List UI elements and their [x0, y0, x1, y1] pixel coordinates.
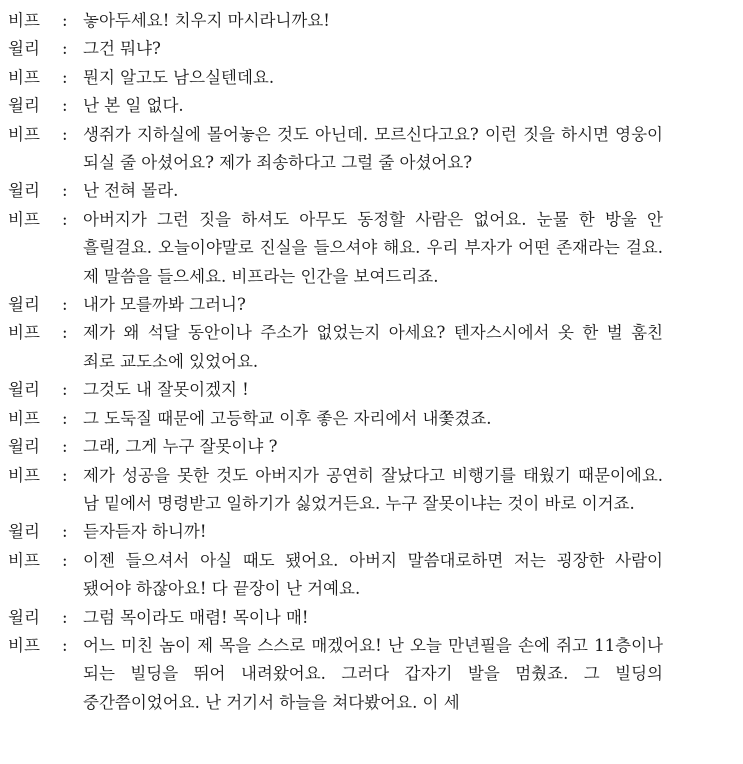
dialogue-line	[0, 7, 743, 35]
dialogue-line	[0, 604, 743, 632]
speaker-colon: :	[62, 39, 68, 59]
speaker-name: 윌리	[8, 437, 40, 457]
dialogue-text: 그래, 그게 누구 잘못이냐 ?	[83, 437, 278, 457]
dialogue-line	[0, 92, 743, 120]
speaker-name: 비프	[8, 124, 40, 144]
speaker-colon: :	[62, 635, 68, 655]
speaker-name: 윌리	[8, 181, 40, 201]
dialogue-text: 그럼 목이라도 매렴! 목이나 매!	[83, 607, 309, 627]
dialogue-line	[0, 319, 743, 376]
speaker-name: 윌리	[8, 607, 40, 627]
speaker-colon: :	[62, 295, 68, 315]
dialogue-text: 그것도 내 잘못이겠지 !	[83, 380, 249, 400]
speaker-colon: :	[62, 96, 68, 116]
speaker-colon: :	[62, 209, 68, 229]
speaker-colon: :	[62, 181, 68, 201]
dialogue-text: 뭔지 알고도 남으실텐데요.	[83, 67, 275, 87]
speaker-colon: :	[62, 437, 68, 457]
speaker-name: 비프	[8, 11, 40, 30]
speaker-colon: :	[62, 408, 68, 428]
speaker-name: 윌리	[8, 39, 40, 59]
speaker-colon: :	[62, 124, 68, 144]
speaker-name: 윌리	[8, 295, 40, 315]
dialogue-line	[0, 121, 743, 178]
dialogue-block	[0, 7, 743, 717]
speaker-name: 윌리	[8, 522, 40, 542]
speaker-name: 비프	[8, 635, 40, 655]
dialogue-text: 그 도둑질 때문에 고등학교 이후 좋은 자리에서 내쫓겼죠.	[83, 408, 492, 428]
dialogue-line	[0, 291, 743, 319]
dialogue-line	[0, 462, 743, 519]
dialogue-text: 내가 모를까봐 그러니?	[83, 295, 246, 315]
dialogue-text: 제가 성공을 못한 것도 아버지가 공연히 잘났다고 비행기를 태웠기 때문이에요. 남 밑에서 명령받고 일하기가 싫었거든요. 누구 잘못이냐는 것이 바로 이거죠.	[83, 465, 663, 513]
speaker-colon: :	[62, 11, 68, 30]
dialogue-text: 제가 왜 석달 동안이나 주소가 없었는지 아세요? 텐자스시에서 옷 한 벌 훔친 죄로 교도소에 있었어요.	[83, 323, 663, 371]
dialogue-line	[0, 547, 743, 604]
dialogue-text: 그건 뭐냐?	[83, 39, 161, 59]
dialogue-line	[0, 518, 743, 546]
speaker-name: 윌리	[8, 96, 40, 116]
dialogue-line	[0, 632, 743, 717]
speaker-colon: :	[62, 323, 68, 343]
dialogue-text: 난 전혀 몰라.	[83, 181, 179, 201]
dialogue-text: 난 본 일 없다.	[83, 96, 184, 116]
dialogue-text: 이젠 들으셔서 아실 때도 됐어요. 아버지 말씀대로하면 저는 굉장한 사람이 됐어야 하잖아요! 다 끝장이 난 거예요.	[83, 550, 663, 599]
dialogue-line	[0, 35, 743, 63]
speaker-name: 비프	[8, 408, 40, 428]
speaker-name: 윌리	[8, 380, 40, 400]
dialogue-line	[0, 64, 743, 92]
speaker-name: 비프	[8, 67, 40, 87]
speaker-colon: :	[62, 550, 68, 570]
dialogue-line	[0, 177, 743, 205]
speaker-name: 비프	[8, 550, 40, 570]
dialogue-line	[0, 206, 743, 291]
speaker-colon: :	[62, 607, 68, 627]
speaker-name: 비프	[8, 465, 40, 485]
dialogue-line	[0, 405, 743, 433]
dialogue-text: 놓아두세요! 치우지 마시라니까요!	[83, 11, 330, 30]
speaker-colon: :	[62, 465, 68, 485]
dialogue-text: 어느 미친 놈이 제 목을 스스로 매겠어요! 난 오늘 만년필을 손에 쥐고 11층이나 되는 빌딩을 뛰어 내려왔어요. 그러다 갑자기 발을 멈췄죠. 그 빌딩의 중간쯤이었어요. 난 거기서 하늘을 쳐다봤어요. 이 세	[83, 635, 663, 712]
speaker-colon: :	[62, 522, 68, 542]
speaker-name: 비프	[8, 209, 40, 229]
speaker-colon: :	[62, 67, 68, 87]
speaker-name: 비프	[8, 323, 40, 343]
dialogue-text: 듣자듣자 하니까!	[83, 522, 207, 542]
speaker-colon: :	[62, 380, 68, 400]
dialogue-line	[0, 376, 743, 404]
dialogue-text: 생쥐가 지하실에 몰어놓은 것도 아닌데. 모르신다고요? 이런 짓을 하시면 영웅이 되실 줄 아셨어요? 제가 죄송하다고 그럴 줄 아셨어요?	[83, 124, 663, 173]
dialogue-line	[0, 433, 743, 461]
dialogue-text: 아버지가 그런 짓을 하셔도 아무도 동정할 사람은 없어요. 눈물 한 방울 안 흘릴걸요. 오늘이야말로 진실을 들으셔야 해요. 우리 부자가 어떤 존재라는 걸요. 제 말씀을 들으세요. 비프라는 인간을 보여드리죠.	[83, 209, 663, 286]
